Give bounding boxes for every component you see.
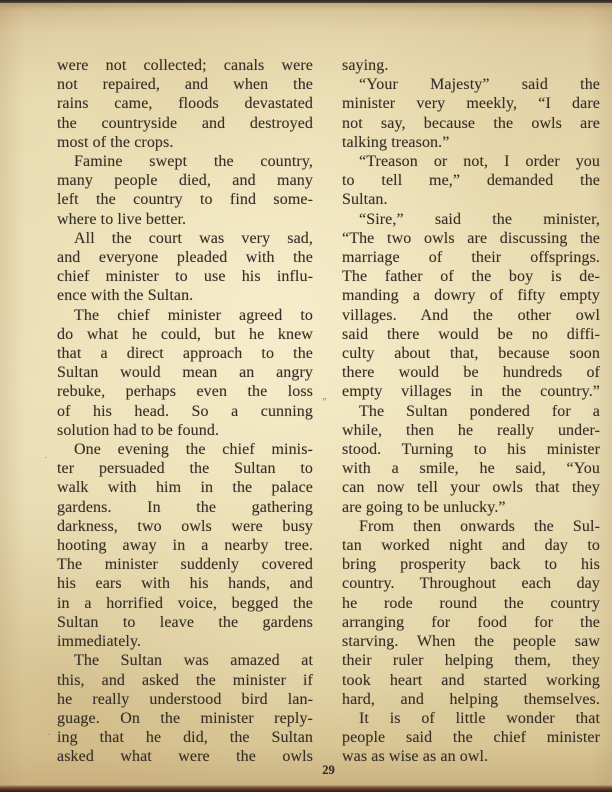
text-line: Sultan to leave the gardens bbox=[57, 613, 313, 631]
text-line: not say, because the owls are bbox=[342, 114, 600, 132]
text-line: villages. And the other owl bbox=[342, 306, 600, 324]
paragraph bbox=[342, 709, 600, 767]
text-line: their ruler helping them, they bbox=[342, 652, 600, 670]
text-line: not repaired, and when the bbox=[57, 76, 313, 94]
text-line: was as wise as an owl. bbox=[342, 748, 489, 766]
text-line: talking treason.” bbox=[342, 133, 450, 151]
text-line: ter persuaded the Sultan to bbox=[57, 460, 313, 478]
paragraph bbox=[342, 56, 600, 75]
text-line: Famine swept the country, bbox=[74, 153, 313, 171]
text-line: the countryside and destroyed bbox=[57, 114, 313, 132]
text-line: Sultan. bbox=[342, 191, 388, 209]
text-line: Sultan would mean an angry bbox=[57, 364, 313, 382]
text-line: hard, and helping themselves. bbox=[342, 690, 600, 708]
text-line: All the court was very sad, bbox=[74, 229, 313, 247]
left-column bbox=[57, 56, 313, 767]
text-line: can now tell your owls that they bbox=[342, 479, 600, 497]
text-line: saying. bbox=[342, 57, 389, 74]
text-line: chief minister to use his influ- bbox=[57, 268, 313, 286]
text-line: manding a dowry of fifty empty bbox=[342, 287, 600, 305]
text-line: most of the crops. bbox=[57, 133, 174, 151]
text-line: From then onwards the Sul- bbox=[359, 517, 600, 535]
text-line: many people died, and many bbox=[57, 172, 313, 190]
text-line: stood. Turning to his minister bbox=[342, 441, 600, 459]
text-line: empty villages in the country.” bbox=[342, 383, 600, 401]
text-line: The father of the boy is de- bbox=[342, 268, 600, 286]
text-line: rebuke, perhaps even the loss bbox=[57, 383, 313, 401]
text-line: there would be hundreds of bbox=[342, 364, 600, 382]
text-line: rains came, floods devastated bbox=[57, 95, 313, 113]
text-line: gardens. In the gathering bbox=[57, 498, 313, 516]
paragraph bbox=[342, 75, 600, 152]
paragraph bbox=[342, 210, 600, 402]
right-column bbox=[342, 56, 600, 767]
text-line: tan worked night and day to bbox=[342, 537, 600, 555]
text-line: “Treason or not, I order you bbox=[359, 153, 600, 171]
text-line: culty about that, because soon bbox=[342, 345, 600, 363]
text-line: “The two owls are discussing the bbox=[342, 229, 600, 247]
text-line: in a horrified voice, begged the bbox=[57, 594, 313, 612]
text-line: country. Throughout each day bbox=[342, 575, 600, 593]
paragraph bbox=[57, 229, 313, 306]
paragraph bbox=[57, 440, 313, 651]
text-line: marriage of their offsprings. bbox=[342, 249, 600, 267]
page-number: 29 bbox=[322, 763, 335, 777]
text-line: with a smile, he said, “You bbox=[342, 460, 600, 478]
text-line: ing that he did, the Sultan bbox=[57, 729, 313, 747]
text-line: guage. On the minister reply- bbox=[57, 709, 313, 727]
text-line: were not collected; canals were bbox=[57, 57, 313, 74]
text-line: bring prosperity back to his bbox=[342, 556, 600, 574]
paragraph bbox=[57, 651, 313, 766]
text-line: took heart and started working bbox=[342, 671, 600, 689]
text-line: minister very meekly, “I dare bbox=[342, 95, 600, 113]
paragraph bbox=[342, 152, 600, 210]
page-bottom-edge bbox=[0, 785, 612, 792]
text-line: “Sire,” said the minister, bbox=[359, 210, 600, 228]
text-line: people said the chief minister bbox=[342, 729, 600, 747]
ink-speck: · bbox=[47, 729, 51, 741]
text-line: do what he could, but he knew bbox=[57, 325, 313, 343]
text-line: It is of little wonder that bbox=[359, 709, 600, 727]
text-line: left the country to find some- bbox=[57, 191, 313, 209]
text-line: ence with the Sultan. bbox=[57, 287, 194, 305]
text-line: and everyone pleaded with the bbox=[57, 249, 313, 267]
text-line: arranging for food for the bbox=[342, 613, 600, 631]
paragraph bbox=[342, 402, 600, 517]
ink-speck: · bbox=[44, 452, 48, 464]
text-line: “Your Majesty” said the bbox=[359, 76, 600, 94]
text-line: starving. When the people saw bbox=[342, 633, 600, 651]
page-top-edge bbox=[0, 0, 612, 3]
text-line: immediately. bbox=[57, 633, 142, 651]
text-line: to tell me,” demanded the bbox=[342, 172, 600, 190]
text-line: his ears with his hands, and bbox=[57, 575, 313, 593]
text-line: said there would be no diffi- bbox=[342, 325, 600, 343]
paragraph bbox=[57, 56, 313, 152]
paragraph bbox=[57, 152, 313, 229]
text-line: hooting away in a nearby tree. bbox=[57, 537, 313, 555]
text-line: he rode round the country bbox=[342, 594, 600, 612]
text-line: darkness, two owls were busy bbox=[57, 517, 313, 535]
text-line: where to live better. bbox=[57, 210, 187, 228]
paragraph bbox=[342, 517, 600, 709]
text-line: while, then he really under- bbox=[342, 421, 600, 439]
text-line: The chief minister agreed to bbox=[74, 306, 313, 324]
paragraph bbox=[57, 306, 313, 440]
text-line: The minister suddenly covered bbox=[57, 556, 313, 574]
text-line: walk with him in the palace bbox=[57, 479, 313, 497]
text-line: asked what were the owls bbox=[57, 748, 313, 766]
text-line: of his head. So a cunning bbox=[57, 402, 313, 420]
text-line: he really understood bird lan- bbox=[57, 690, 313, 708]
text-line: this, and asked the minister if bbox=[57, 671, 313, 689]
text-line: solution had to be found. bbox=[57, 421, 220, 439]
text-line: are going to be unlucky.” bbox=[342, 498, 506, 516]
text-line: The Sultan was amazed at bbox=[74, 652, 313, 670]
text-line: One evening the chief minis- bbox=[74, 441, 313, 459]
ink-speck: ” bbox=[322, 397, 327, 408]
text-line: that a direct approach to the bbox=[57, 345, 313, 363]
text-line: The Sultan pondered for a bbox=[359, 402, 600, 420]
